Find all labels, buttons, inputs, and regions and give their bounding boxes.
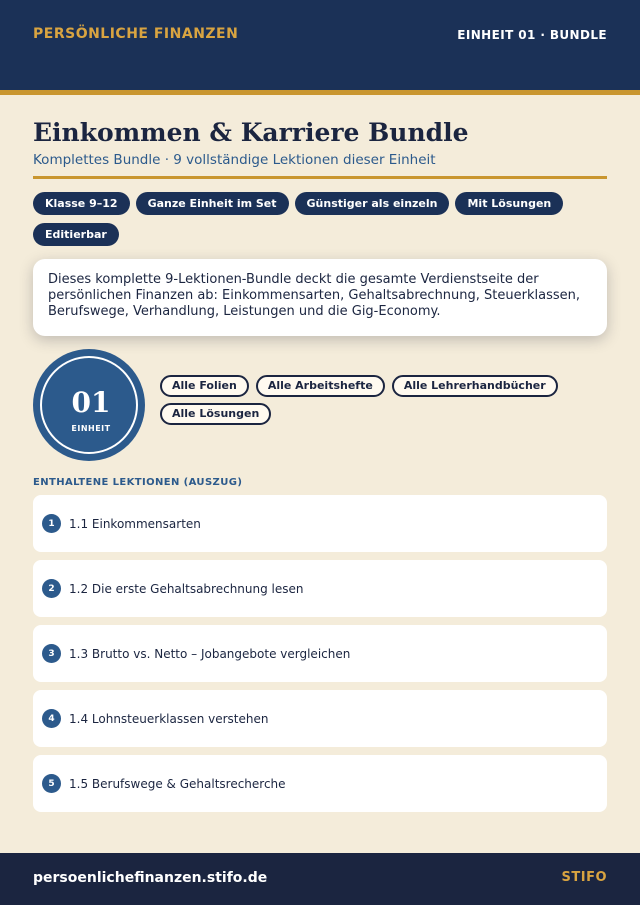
pill-all-workbooks: Alle Arbeitshefte	[256, 375, 385, 397]
tag-list	[33, 192, 573, 246]
tag-editable: Editierbar	[33, 223, 119, 246]
lesson-item	[33, 755, 607, 812]
pill-all-teacher-guides: Alle Lehrerhandbücher	[392, 375, 558, 397]
unit-badge-inner-ring	[40, 356, 138, 454]
tag-grade: Klasse 9–12	[33, 192, 130, 215]
lesson-number-badge: 3	[42, 644, 61, 663]
footer-brand: STIFO	[561, 870, 607, 885]
lesson-label: 1.3 Brutto vs. Netto – Jobangebote vergleichen	[69, 646, 351, 661]
unit-badge-number: 01	[71, 386, 111, 419]
lessons-heading: ENTHALTENE LEKTIONEN (AUSZUG)	[33, 477, 243, 488]
lesson-number-badge: 2	[42, 579, 61, 598]
lesson-label: 1.2 Die erste Gehaltsabrechnung lesen	[69, 581, 304, 596]
lesson-number-badge: 4	[42, 709, 61, 728]
lesson-label: 1.1 Einkommensarten	[69, 516, 201, 531]
page-subtitle: Komplettes Bundle · 9 vollständige Lektionen dieser Einheit	[33, 152, 436, 168]
header-divider	[0, 90, 640, 95]
pill-all-slides: Alle Folien	[160, 375, 249, 397]
description-text: Dieses komplette 9-Lektionen-Bundle deckt die gesamte Verdienstseite der persönlichen Finanzen ab: Einkommensarten, Gehaltsabrechnung, Steuerklassen, Berufswege, Verhandlung, Leistungen und die Gig-Economy.	[48, 272, 580, 319]
lesson-list	[33, 495, 607, 820]
brand-label: PERSÖNLICHE FINANZEN	[33, 26, 239, 42]
footer-url[interactable]: persoenlichefinanzen.stifo.de	[33, 870, 268, 886]
lesson-item	[33, 690, 607, 747]
header-bar	[0, 0, 640, 92]
lesson-label: 1.4 Lohnsteuerklassen verstehen	[69, 711, 269, 726]
unit-badge	[33, 349, 145, 461]
page-title: Einkommen & Karriere Bundle	[33, 118, 469, 147]
unit-badge-word: EINHEIT	[71, 424, 111, 433]
lesson-item	[33, 560, 607, 617]
pill-all-solutions: Alle Lösungen	[160, 403, 271, 425]
includes-pill-list	[160, 375, 560, 425]
tag-solutions: Mit Lösungen	[455, 192, 563, 215]
description-card	[33, 259, 607, 336]
lesson-number-badge: 5	[42, 774, 61, 793]
title-divider	[33, 176, 607, 179]
lesson-label: 1.5 Berufswege & Gehaltsrecherche	[69, 776, 286, 791]
lesson-item	[33, 495, 607, 552]
tag-cheaper: Günstiger als einzeln	[295, 192, 450, 215]
lesson-number-badge: 1	[42, 514, 61, 533]
unit-label: EINHEIT 01 · BUNDLE	[457, 28, 607, 42]
lesson-item	[33, 625, 607, 682]
footer-bar	[0, 853, 640, 905]
tag-full-unit: Ganze Einheit im Set	[136, 192, 289, 215]
